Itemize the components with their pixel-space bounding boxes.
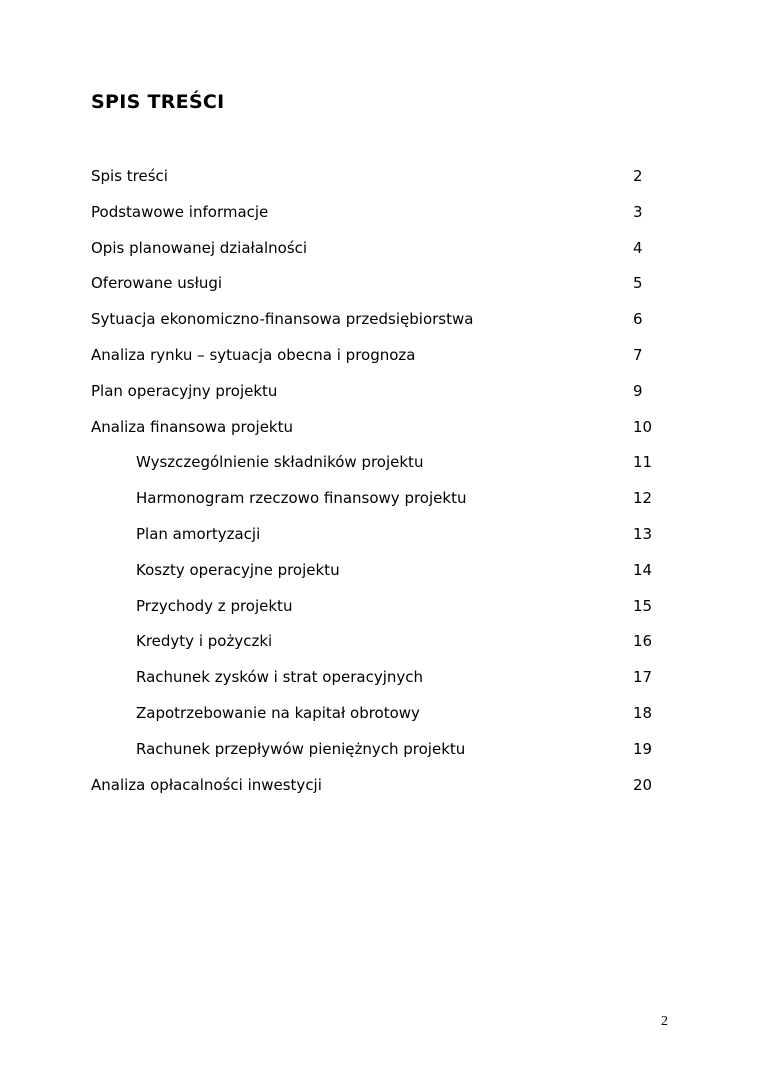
toc-entry-page: 7 <box>633 345 643 364</box>
toc-entry-label: Opis planowanej działalności <box>91 238 308 257</box>
toc-entry-page: 6 <box>633 310 643 329</box>
toc-entry-label: Sytuacja ekonomiczno-finansowa przedsiębiorstwa <box>91 310 474 329</box>
toc-entry-page: 9 <box>633 381 643 400</box>
toc-subentry[interactable] <box>0 559 760 595</box>
toc-subentry-page: 15 <box>633 596 653 615</box>
toc-entry[interactable] <box>0 344 760 380</box>
toc-subentry[interactable] <box>0 702 760 738</box>
page-number: 2 <box>661 1014 668 1029</box>
toc-entry-page: 20 <box>633 775 653 794</box>
toc-subentry[interactable] <box>0 630 760 666</box>
toc-entry[interactable] <box>0 416 760 452</box>
toc-entry-page: 3 <box>633 202 643 221</box>
toc-subentry-label: Koszty operacyjne projektu <box>136 560 340 579</box>
toc-subentry-page: 19 <box>633 739 653 758</box>
toc-entry-label: Analiza finansowa projektu <box>91 417 294 436</box>
toc-entry-label: Analiza opłacalności inwestycji <box>91 775 322 794</box>
toc-subentry-label: Rachunek przepływów pieniężnych projektu <box>136 739 466 758</box>
toc-entry[interactable] <box>0 165 760 201</box>
toc-subentry-page: 11 <box>633 453 653 472</box>
toc-subentry[interactable] <box>0 523 760 559</box>
toc-subentry[interactable] <box>0 451 760 487</box>
toc-subentry-label: Rachunek zysków i strat operacyjnych <box>136 668 424 687</box>
toc-entry-page: 2 <box>633 167 643 185</box>
toc-entry[interactable] <box>0 237 760 273</box>
toc-entry-page: 4 <box>633 238 643 257</box>
toc-subentry-label: Zapotrzebowanie na kapitał obrotowy <box>136 703 420 722</box>
toc-entry-label: Analiza rynku – sytuacja obecna i prognoza <box>91 345 416 364</box>
toc-subentry-label: Kredyty i pożyczki <box>136 632 273 651</box>
page-title: SPIS TREŚCI <box>91 91 225 113</box>
toc-entry[interactable] <box>0 774 760 810</box>
toc-subentry[interactable] <box>0 487 760 523</box>
toc-subentry-page: 18 <box>633 703 653 722</box>
toc-subentry-page: 16 <box>633 632 653 651</box>
toc-subentry-label: Wyszczególnienie składników projektu <box>136 453 424 472</box>
toc-subentry-page: 14 <box>633 560 653 579</box>
toc-entry-page: 10 <box>633 417 653 436</box>
toc-entry[interactable] <box>0 201 760 237</box>
toc-entry-label: Oferowane usługi <box>91 274 223 293</box>
toc-subentry-label: Plan amortyzacji <box>136 524 261 543</box>
table-of-contents <box>0 165 760 809</box>
toc-subentry-page: 13 <box>633 524 653 543</box>
toc-subentry-page: 17 <box>633 668 653 687</box>
toc-entry-label: Podstawowe informacje <box>91 202 269 221</box>
toc-subentry-label: Harmonogram rzeczowo finansowy projektu <box>136 489 467 508</box>
toc-subentry-label: Przychody z projektu <box>136 596 293 615</box>
toc-entry[interactable] <box>0 308 760 344</box>
toc-entry[interactable] <box>0 272 760 308</box>
toc-entry-label: Plan operacyjny projektu <box>91 381 278 400</box>
toc-entry[interactable] <box>0 380 760 416</box>
toc-entry-page: 5 <box>633 274 643 293</box>
toc-subentry[interactable] <box>0 738 760 774</box>
toc-subentry-page: 12 <box>633 489 653 508</box>
toc-subentry[interactable] <box>0 666 760 702</box>
toc-subentry[interactable] <box>0 595 760 631</box>
toc-entry-label: Spis treści <box>91 167 168 185</box>
